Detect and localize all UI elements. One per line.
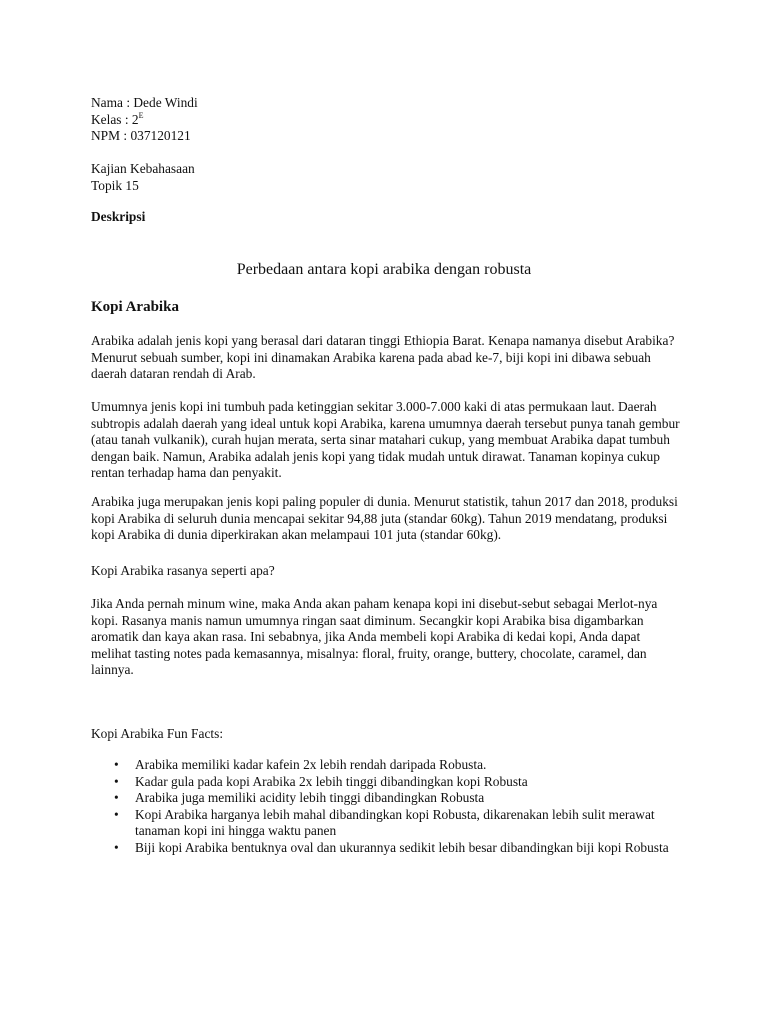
section-label-deskripsi: Deskripsi (91, 209, 146, 224)
bullet-icon: • (114, 839, 119, 855)
bullet-icon: • (114, 757, 119, 772)
fun-facts-heading: Kopi Arabika Fun Facts: (91, 726, 224, 741)
list-item (91, 790, 691, 807)
student-npm: NPM : 037120121 (91, 128, 191, 144)
fun-facts-list (91, 757, 691, 857)
list-item (91, 757, 691, 774)
list-item-text: Arabika juga memiliki acidity lebih tinggi dibandingkan Robusta (135, 790, 485, 806)
list-item (91, 840, 691, 857)
student-class-text: Kelas : 2 (91, 111, 139, 127)
paragraph-taste-question: Kopi Arabika rasanya seperti apa? (91, 563, 275, 578)
student-name: Nama : Dede Windi (91, 95, 198, 110)
list-item-text: Biji kopi Arabika bentuknya oval dan ukurannya sedikit lebih besar dibandingkan biji kopi Robusta (135, 839, 669, 855)
paragraph-origin: Arabika adalah jenis kopi yang berasal dari dataran tinggi Ethiopia Barat. Kenapa namanya disebut Arabika? Menurut sebuah sumber, kopi ini dinamakan Arabika karena pada abad ke-7, biji kopi ini dibawa sebuah daerah dataran rendah di Arab. (91, 333, 675, 382)
list-item (91, 807, 691, 840)
paragraph-popularity: Arabika juga merupakan jenis kopi paling populer di dunia. Menurut statistik, tahun 2017 dan 2018, produksi kopi Arabika di seluruh dunia mencapai sekitar 94,88 juta (standar 60kg). Tahun 2019 mendatang, produksi kopi Arabika di dunia diperkirakan akan melampaui 101 juta (standar 60kg). (91, 494, 678, 543)
paragraph-growing-conditions: Umumnya jenis kopi ini tumbuh pada ketinggian sekitar 3.000-7.000 kaki di atas permukaan laut. Daerah subtropis adalah daerah yang ideal untuk kopi Arabika, karena umumnya daerah tersebut punya tanah gembur (atau tanah vulkanik), curah hujan merata, serta sinar matahari cukup, yang membuat Arabika dapat tumbuh dengan baik. Namun, Arabika adalah jenis kopi yang tidak mudah untuk dirawat. Tanaman kopinya cukup rentan terhadap hama dan penyakit. (91, 399, 680, 481)
student-info (91, 95, 691, 145)
paragraph-taste: Jika Anda pernah minum wine, maka Anda akan paham kenapa kopi ini disebut-sebut sebagai Merlot-nya kopi. Rasanya manis namun umumnya ringan saat diminum. Secangkir kopi Arabika bisa digambarkan aromatik dan kaya akan rasa. Ini sebabnya, jika Anda membeli kopi Arabika di kedai kopi, Anda dapat melihat tasting notes pada kemasannya, misalnya: floral, fruity, orange, buttery, chocolate, caramel, dan lainnya. (91, 596, 658, 678)
section-heading: Kopi Arabika (91, 299, 179, 315)
bullet-icon: • (114, 806, 119, 822)
assignment-info (91, 161, 691, 194)
bullet-icon: • (114, 773, 119, 789)
bullet-icon: • (114, 790, 119, 806)
student-class-superscript: E (138, 110, 144, 120)
student-class (91, 112, 691, 129)
list-item-text: Arabika memiliki kadar kafein 2x lebih rendah daripada Robusta. (135, 757, 487, 772)
document-title: Perbedaan antara kopi arabika dengan robusta (236, 261, 532, 278)
list-item (91, 774, 691, 791)
list-item-text: Kopi Arabika harganya lebih mahal dibandingkan kopi Robusta, dikarenakan lebih sulit merawat tanaman kopi ini hingga waktu panen (135, 806, 655, 839)
assignment-topic: Topik 15 (91, 177, 139, 193)
assignment-course: Kajian Kebahasaan (91, 161, 195, 176)
list-item-text: Kadar gula pada kopi Arabika 2x lebih tinggi dibandingkan kopi Robusta (135, 773, 528, 789)
